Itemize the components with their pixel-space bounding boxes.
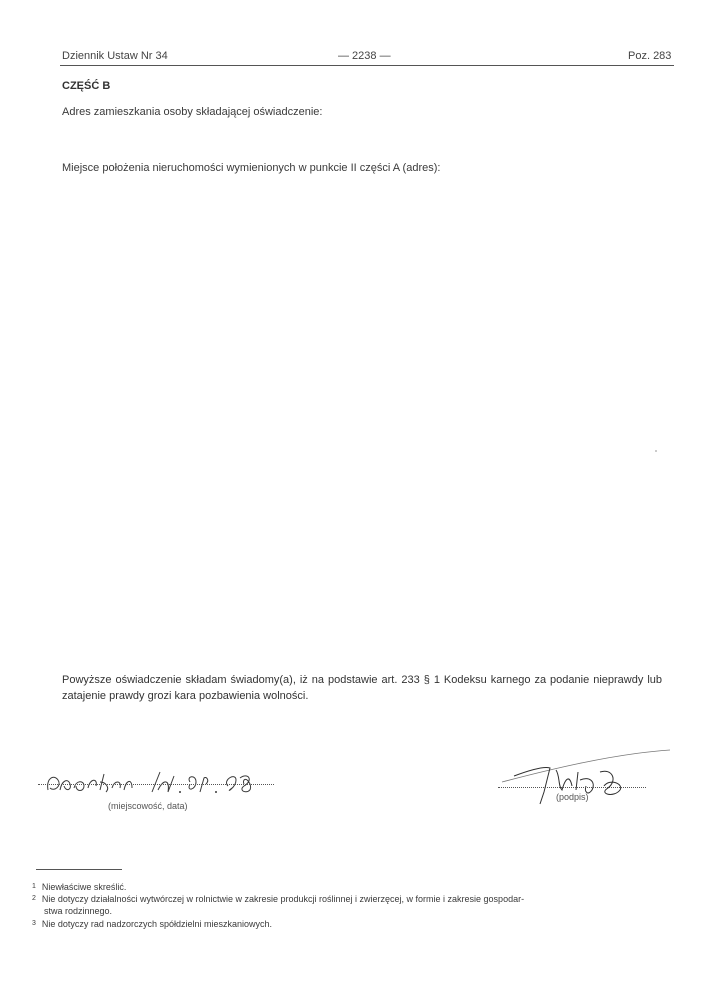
footnote-1-text: Niewłaściwe skreślić. [41,882,127,892]
scan-speck [655,450,657,452]
footnote-2-mark: 2 [32,895,36,902]
signature-caption: (podpis) [556,792,589,802]
property-location-label: Miejsce położenia nieruchomości wymienionych w punkcie II części A (adres): [62,162,441,174]
handwritten-signature [500,746,680,808]
footnote-1-mark: 1 [32,883,36,890]
handwritten-place-date [40,766,280,800]
legal-statement: Powyższe oświadczenie składam świadomy(a), iż na podstawie art. 233 § 1 Kodeksu karnego za podanie nieprawdy lub zatajenie prawdy grozi kara pozbawienia wolności. [62,674,662,702]
footnote-separator [36,869,122,870]
journal-title: Dziennik Ustaw Nr 34 [62,50,168,62]
footnote-2 [32,893,652,917]
place-date-caption: (miejscowość, data) [108,801,188,811]
place-date-dotted-line [38,784,274,785]
header-rule [60,65,674,66]
section-title: CZĘŚĆ B [62,80,111,92]
footnote-2-text: Nie dotyczy działalności wytwórczej w rolnictwie w zakresie produkcji roślinnej i zwierzęcej, w formie i zakresie gospodar- [41,894,525,904]
signature-dotted-line [498,787,646,788]
handwritten-place-date-scribble [40,766,280,800]
footnote-2-text-continued: stwa rodzinnego. [44,906,113,916]
position-number: Poz. 283 [628,50,672,62]
address-label: Adres zamieszkania osoby składającej oświadczenie: [62,106,323,118]
page-number: — 2238 — [338,50,391,62]
footnote-3-text: Nie dotyczy rad nadzorczych spółdzielni mieszkaniowych. [41,919,273,929]
footnote-1 [32,881,126,893]
footnote-3 [32,918,272,930]
footnote-3-mark: 3 [32,920,36,927]
signature-scribble [500,746,680,808]
